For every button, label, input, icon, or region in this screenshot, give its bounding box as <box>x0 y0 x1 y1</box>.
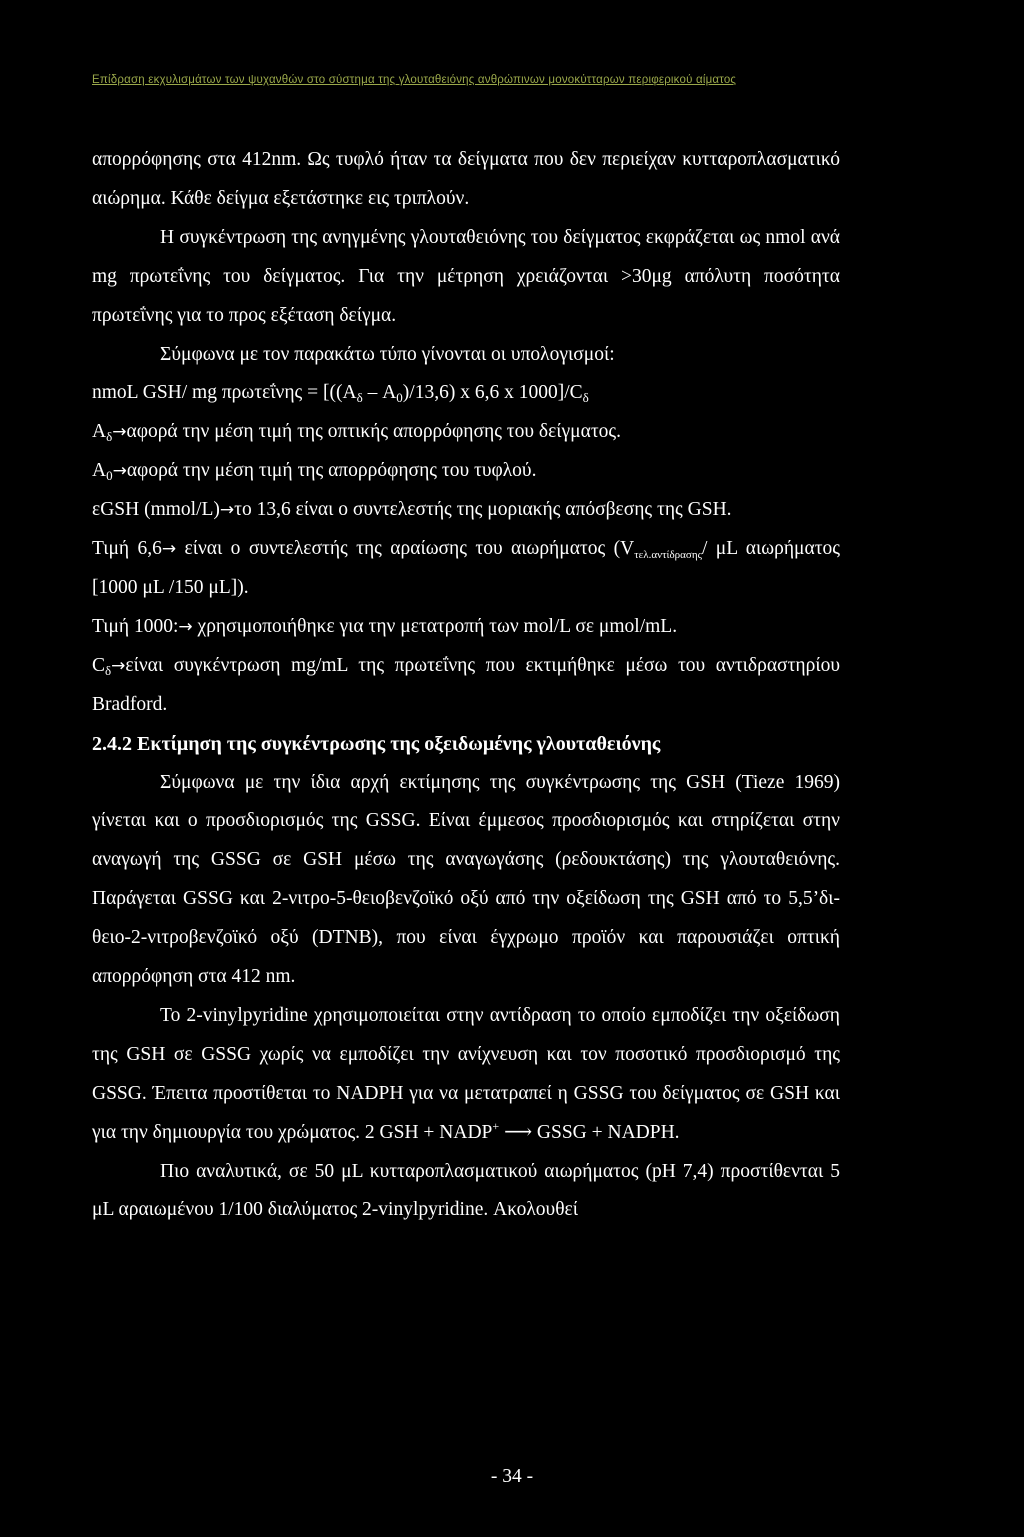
formula <box>92 374 840 413</box>
symbol-subscript: δ <box>105 662 112 678</box>
definition-text: αφορά την μέση τιμή της απορρόφησης του τυφλού. <box>126 460 537 482</box>
symbol: C <box>92 654 106 676</box>
definition-text: το 13,6 είναι ο συντελεστής της μοριακής απόσβεσης της GSH. <box>234 499 732 521</box>
symbol: Τιμή 6,6 <box>92 538 162 560</box>
symbol: A <box>92 460 107 482</box>
definition-ad <box>92 413 840 452</box>
definition-text: είναι ο συντελεστής της αραίωσης του αιωρήματος (V <box>176 538 635 560</box>
paragraph-procedure: Πιο αναλυτικά, σε 50 μL κυτταροπλασματικού αιωρήματος (pH 7,4) προστίθενται 5 μL αραιωμένου 1/100 διαλύματος 2-vinylpyridine. Ακολουθεί <box>92 1160 840 1221</box>
page-number: - 34 - <box>490 1466 534 1487</box>
arrow-icon: → <box>112 461 127 482</box>
definition-a0 <box>92 452 840 491</box>
arrow-icon: → <box>219 500 235 521</box>
running-header: Επίδραση εκχυλισμάτων των ψυχανθών στο σύστημα της γλουταθειόνης ανθρώπινων μονοκύτταρων περιφερικού αίματος <box>92 74 737 86</box>
section-heading: 2.4.2 Εκτίμηση της συγκέντρωσης της οξειδωμένης γλουταθειόνης <box>92 732 661 755</box>
symbol: A <box>92 421 107 443</box>
formula-subscript: δ <box>582 390 589 406</box>
arrow-icon: → <box>111 655 126 676</box>
arrow-icon: → <box>178 616 193 637</box>
symbol-subscript: τελ.αντίδρασης <box>634 549 702 562</box>
definition-text: / μL αιωρήματος [1000 μL /150 μL]). <box>92 538 841 598</box>
formula-part: – A <box>362 382 397 404</box>
symbol-subscript: δ <box>106 429 113 445</box>
paragraph-blank-description: απορρόφησης στα 412nm. Ως τυφλό ήταν τα δείγματα που δεν περιείχαν κυτταροπλασματικό αιώρημα. Κάθε δείγμα εξετάστηκε εις τριπλούν. <box>92 149 840 209</box>
paragraph-vinylpyridine <box>92 997 840 1153</box>
arrow-icon: → <box>161 539 177 560</box>
definition-text: είναι συγκέντρωση mg/mL της πρωτεΐνης που εκτιμήθηκε μέσω του αντιδραστηρίου Bradford. <box>92 654 840 715</box>
definition-1000 <box>92 608 840 647</box>
definition-text: χρησιμοποιήθηκε για την μετατροπή των mol/L σε μmol/mL. <box>192 615 678 637</box>
symbol: Τιμή 1000: <box>92 615 179 637</box>
formula-subscript: 0 <box>396 390 403 406</box>
paragraph-text: Το 2-vinylpyridine χρησιμοποιείται στην αντίδραση το οποίο εμποδίζει την οξείδωση της GSH σε GSSG χωρίς να εμποδίζει την ανίχνευση και τον ποσοτικό προσδιορισμό της GSSG. Έπειτα προστίθεται το NADPH για να μετατραπεί η GSSG του δείγματος σε GSH και για την δημιουργία του χρώματος. 2 GSH + NADP <box>92 1004 840 1143</box>
arrow-icon: → <box>112 422 127 443</box>
formula-part: nmoL GSH/ mg πρωτεΐνης = [((A <box>92 382 357 404</box>
formula-part: )/13,6) x 6,6 x 1000]/C <box>402 382 583 404</box>
symbol-subscript: 0 <box>106 468 113 484</box>
superscript: + <box>492 1118 500 1133</box>
definition-cd <box>92 647 840 725</box>
definition-egsh <box>92 491 840 530</box>
symbol: εGSH (mmol/L) <box>92 499 220 521</box>
formula-subscript: δ <box>356 390 363 406</box>
paragraph-formula-intro: Σύμφωνα με τον παρακάτω τύπο γίνονται οι υπολογισμοί: <box>160 343 615 365</box>
document-body <box>92 141 840 1230</box>
paragraph-gsh-concentration: Η συγκέντρωση της ανηγμένης γλουταθειόνης του δείγματος εκφράζεται ως nmol ανά mg πρωτεΐνης του δείγματος. Για την μέτρηση χρειάζονται >30μg απόλυτη ποσότητα πρωτεΐνης για το προς εξέταση δείγμα. <box>92 226 840 326</box>
definition-6-6 <box>92 530 840 608</box>
paragraph-gssg-principle: Σύμφωνα με την ίδια αρχή εκτίμησης της συγκέντρωσης της GSH (Tieze 1969) γίνεται και ο προσδιορισμός της GSSG. Είναι έμμεσος προσδιορισμός και στηρίζεται στην αναγωγή της GSSG σε GSH μέσω της αναγωγάσης (ρεδουκτάσης) της γλουταθειόνης. Παράγεται GSSG και 2-νιτρο-5-θειοβενζοϊκό οξύ από την οξείδωση της GSH από το 5,5’δι-θειο-2-νιτροβενζοϊκό οξύ (DTNB), που είναι έγχρωμο προϊόν και παρουσιάζει οπτική απορρόφηση στα 412 nm. <box>92 771 840 988</box>
paragraph-text: ⟶ GSSG + NADPH. <box>499 1121 680 1143</box>
definition-text: αφορά την μέση τιμή της οπτικής απορρόφησης του δείγματος. <box>126 421 622 443</box>
